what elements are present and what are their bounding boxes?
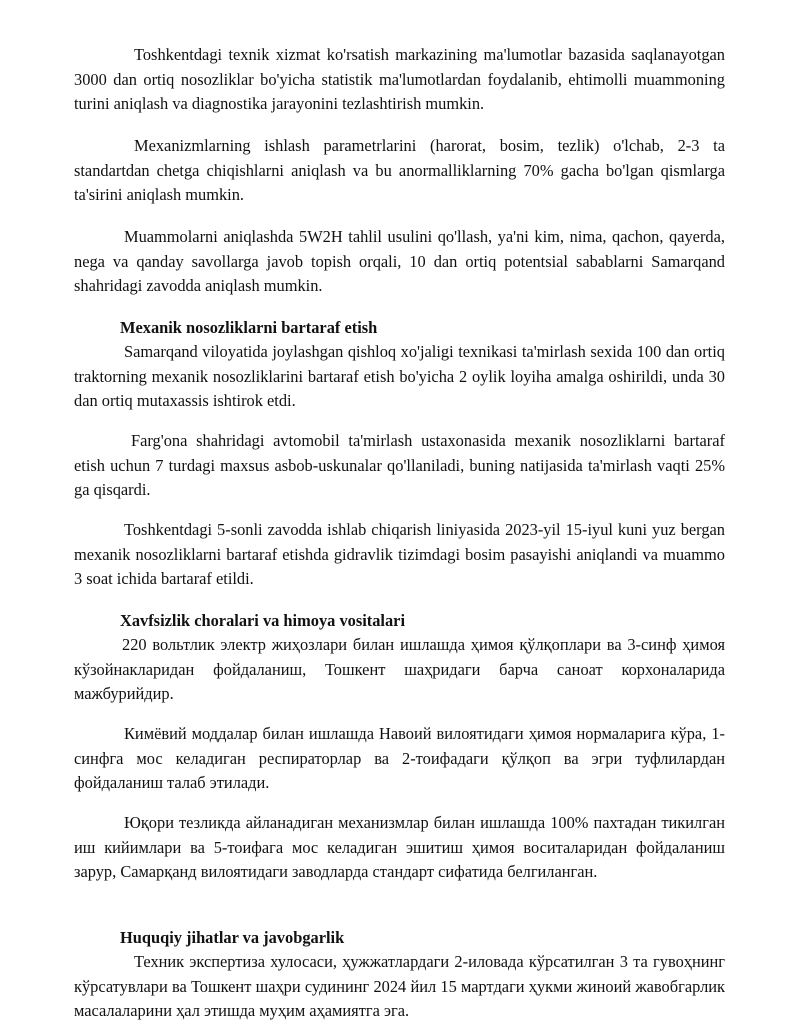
intro-paragraph-3: Muammolarni aniqlashda 5W2H tahlil usulini qo'llash, ya'ni kim, nima, qachon, qayerda, nega va qanday savollarga javob topish orqali, 10 dan ortiq potentsial sabablarni Samarqand shahridagi zavodda aniqlash mumkin. — [74, 227, 725, 295]
section-1-paragraph-3: Toshkentdagi 5-sonli zavodda ishlab chiqarish liniyasida 2023-yil 15-iyul kuni yuz bergan mexanik nosozliklarni bartaraf etishda gidravlik tizimdagi bosim pasayishi aniqlandi va muammo 3 soat ichida bartaraf etildi. — [74, 520, 725, 588]
intro-paragraph-2: Mexanizmlarning ishlash parametrlarini (harorat, bosim, tezlik) o'lchab, 2-3 ta standartdan chetga chiqishlarni aniqlash va bu anormalliklarning 70% gacha bo'lgan qismlarga ta'sirini aniqlash mumkin. — [74, 136, 725, 204]
section-2-paragraph-2: Кимёвий моддалар билан ишлашда Навоий вилоятидаги ҳимоя нормаларига кўра, 1-синфга мос келадиган респираторлар ва 2-тоифадаги қўлқоп ва эгри туфлилардан фойдаланиш талаб этилади. — [74, 724, 725, 792]
intro-paragraph-1: Toshkentdagi texnik xizmat ko'rsatish markazining ma'lumotlar bazasida saqlanayotgan 3000 dan ortiq nosozliklar bo'yicha statistik ma'lumotlardan foydalanib, ehtimolli muammoning turini aniqlash va diagnostika jarayonini tezlashtirish mumkin. — [74, 45, 725, 113]
section-1-paragraph-2: Farg'ona shahridagi avtomobil ta'mirlash ustaxonasida mexanik nosozliklarni bartaraf etish uchun 7 turdagi maxsus asbob-uskunalar qo'llaniladi, buning natijasida ta'mirlash vaqti 25% ga qisqardi. — [74, 431, 725, 499]
section-3-paragraph-1: Техник экспертиза хулосаси, ҳужжатлардаги 2-иловада кўрсатилган 3 та гувоҳнинг кўрсатувлари ва Тошкент шаҳри судининг 2024 йил 15 мартдаги ҳукми жиноий жавобгарлик масалаларини ҳал этишда муҳим аҳамиятга эга. — [74, 952, 725, 1020]
section-1-paragraph-1: Samarqand viloyatida joylashgan qishloq xo'jaligi texnikasi ta'mirlash sexida 100 dan ortiq traktorning mexanik nosozliklarini bartaraf etish bo'yicha 2 oylik loyiha amalga oshirildi, unda 30 dan ortiq mutaxassis ishtirok etdi. — [74, 342, 725, 410]
section-heading-legal: Huquqiy jihatlar va javobgarlik — [120, 928, 345, 947]
section-heading-safety: Xavfsizlik choralari va himoya vositalari — [120, 611, 405, 630]
section-heading-mechanical-repair: Mexanik nosozliklarni bartaraf etish — [120, 318, 378, 337]
section-2-paragraph-1: 220 вольтлик электр жиҳозлари билан ишлашда ҳимоя қўлқоплари ва 3-синф ҳимоя кўзойнакларидан фойдаланиш, Тошкент шаҳридаги барча саноат корхоналарида мажбурийдир. — [74, 635, 725, 703]
section-2-paragraph-3: Юқори тезликда айланадиган механизмлар билан ишлашда 100% пахтадан тикилган иш кийимлари ва 5-тоифага мос келадиган эшитиш ҳимоя воситаларидан фойдаланиш зарур, Самарқанд вилоятидаги заводларда стандарт сифатида белгиланган. — [74, 813, 725, 881]
